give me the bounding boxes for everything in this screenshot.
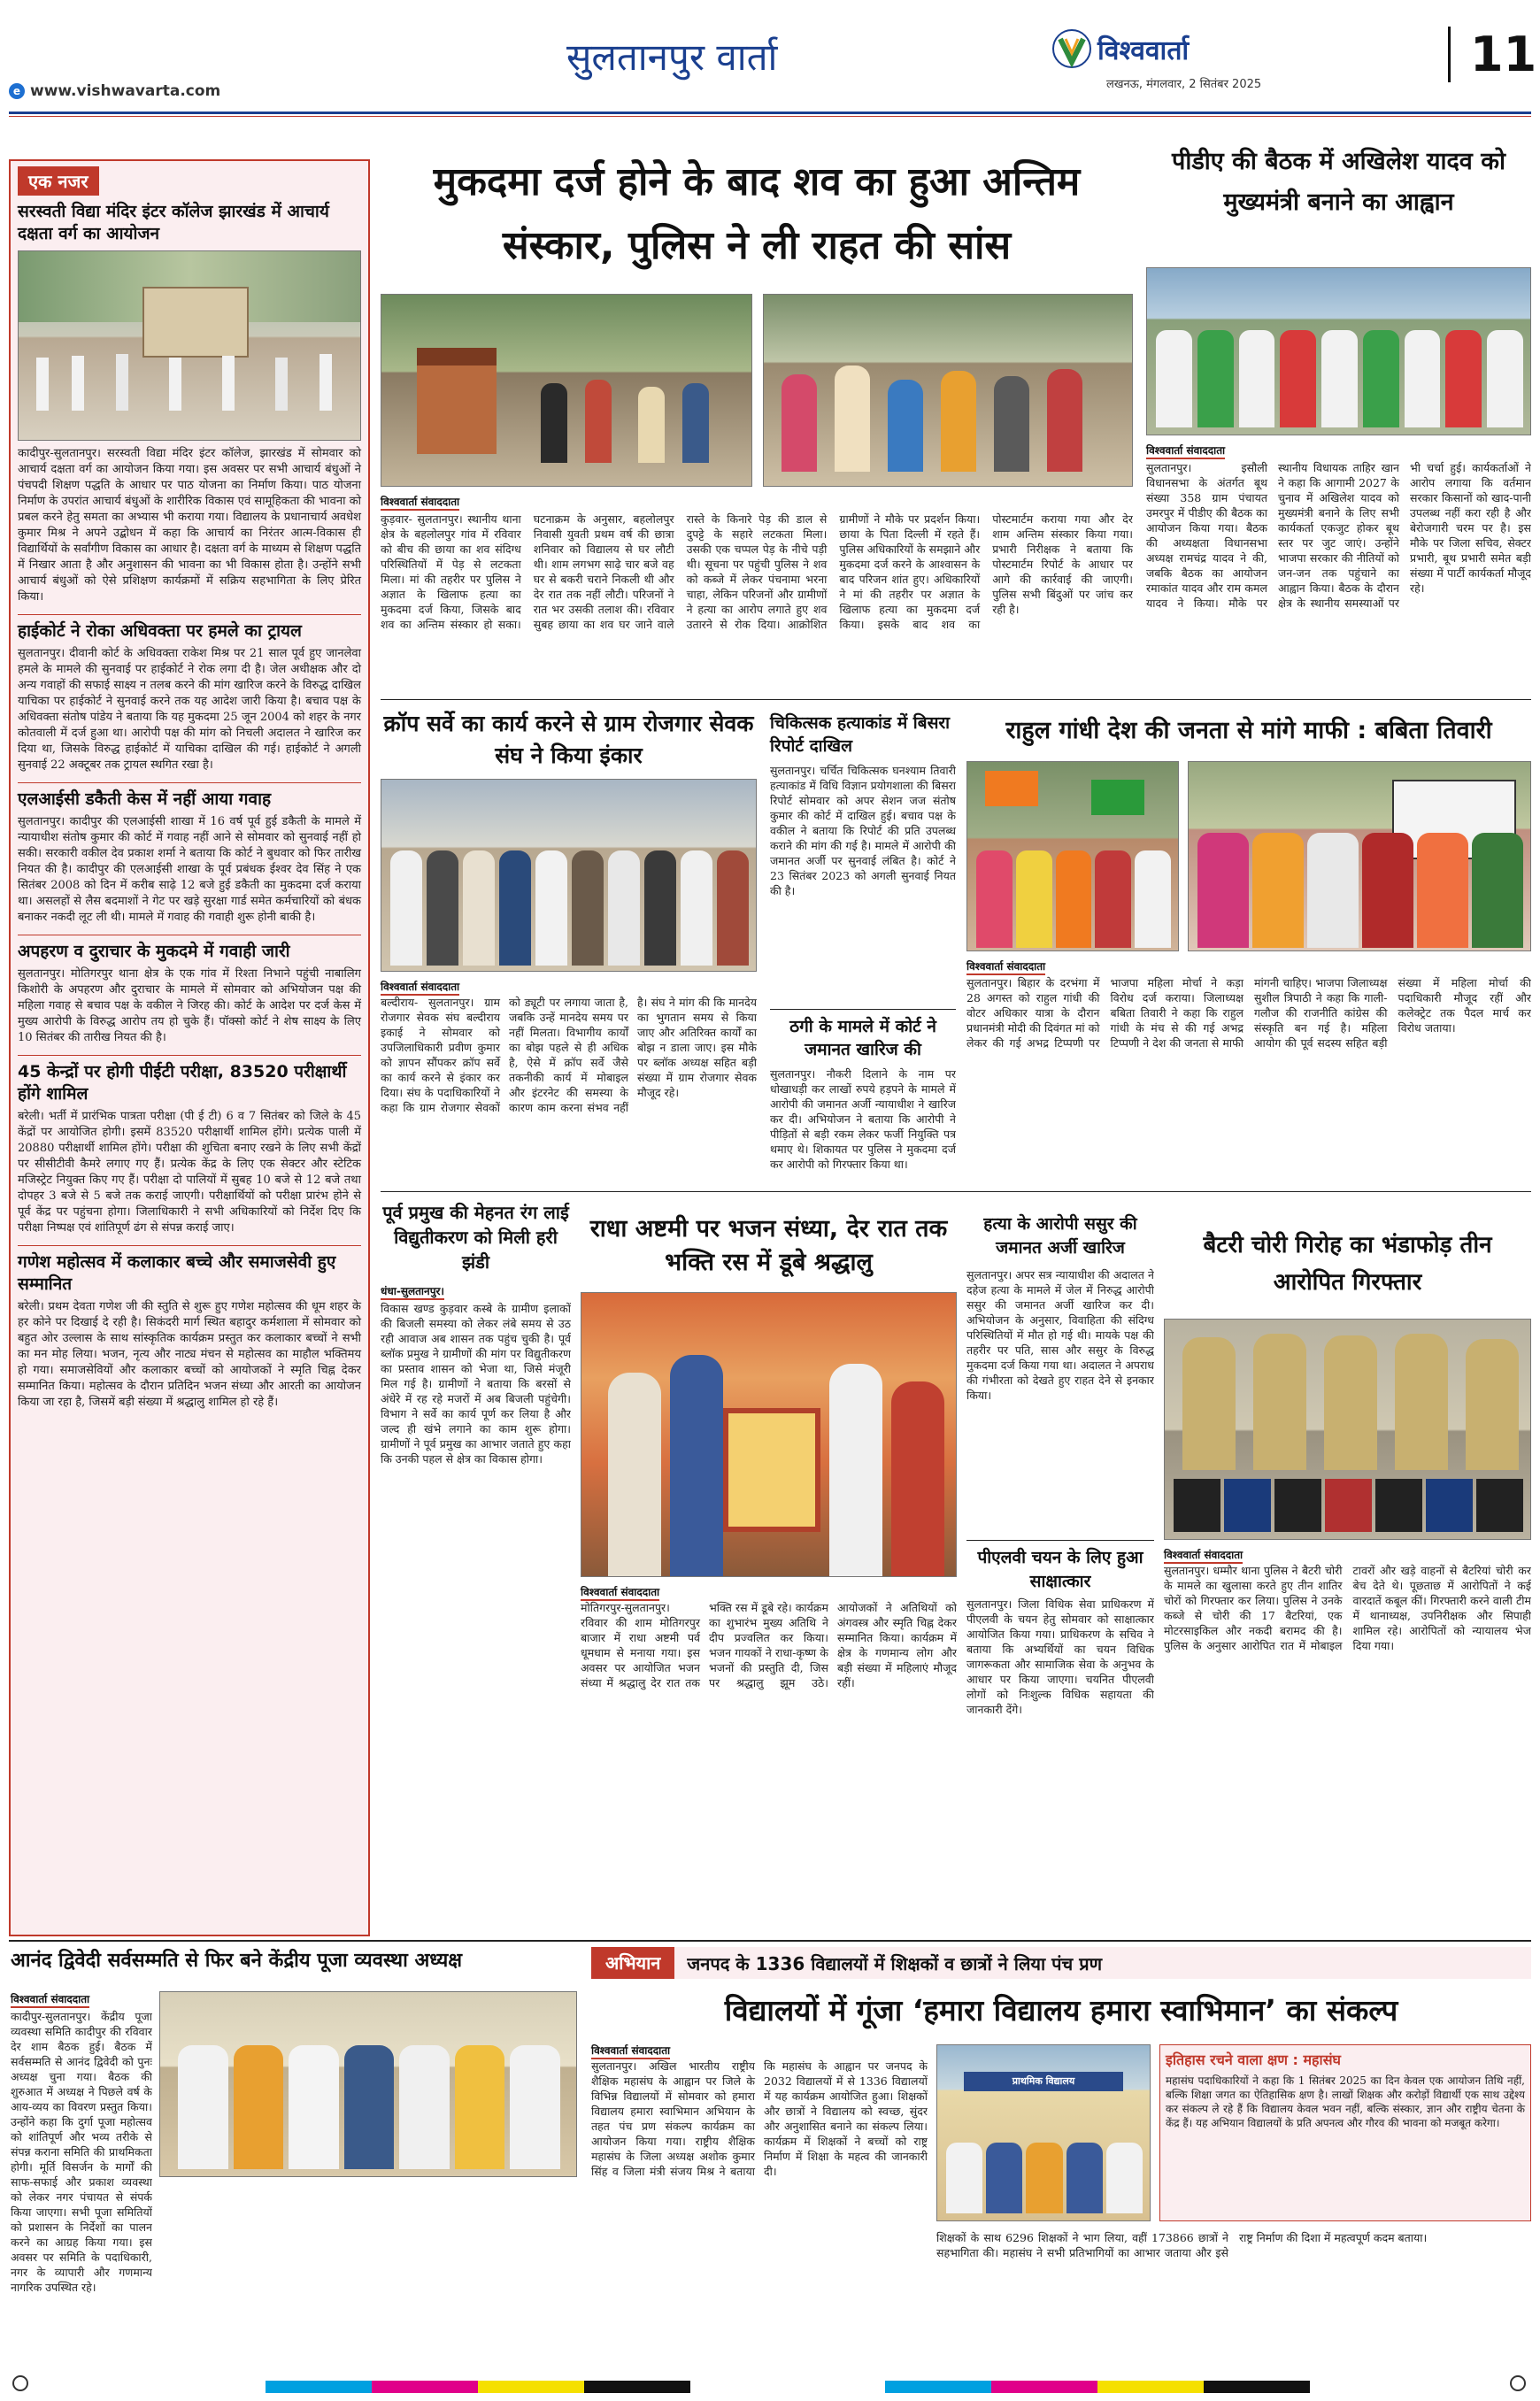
- crop-photo: [381, 779, 757, 972]
- radha-body: मोतिगरपुर-सुलतानपुर। रविवार की शाम मोतिगरपुर बाजार में राधा अष्टमी पर्व धूमधाम से मनाया गया। इस अवसर पर आयोजित भजन संध्या में श्रद्धालु देर रात तक भक्ति रस में डूबे रहे। कार्यक्रम का शुभारंभ मुख्य अतिथि ने दीप प्रज्वलित कर किया। भजन गायकों ने राधा-कृष्ण के भजनों की प्रस्तुति दी, जिस पर श्रद्धालु झूम उठे। आयोजकों ने अतिथियों को अंगवस्त्र और स्मृति चिह्न देकर सम्मानित किया। कार्यक्रम में क्षेत्र के गणमान्य लोग और बड़ी संख्या में महिलाएं मौजूद रहीं।: [581, 1601, 957, 1689]
- hatya-body: सुलतानपुर। अपर सत्र न्यायाधीश की अदालत ने दहेज हत्या के मामले में जेल में निरुद्ध आरोपी ससुर की जमानत अर्जी खारिज कर दी। अभियोजन के अनुसार, विवाहिता की संदिग्ध परिस्थितियों में मौत हो गई थी। मायके पक्ष की तहरीर पर पति, सास और ससुर के विरुद्ध मुकदमा दर्ज किया गया था। अदालत ने अपराध की गंभीरता को देखते हुए राहत देने से इनकार किया।: [966, 1268, 1154, 1402]
- battery-photo: [1164, 1319, 1531, 1540]
- anand-byline: [11, 1989, 89, 2011]
- main-story-byline: [381, 492, 459, 513]
- page-number: 11: [1448, 27, 1536, 82]
- divider-bottom: [9, 1940, 1531, 1942]
- radha-headline: राधा अष्टमी पर भजन संध्या, देर रात तक भक्ति रस में डूबे श्रद्धालु: [589, 1215, 948, 1276]
- thagi-body: सुलतानपुर। नौकरी दिलाने के नाम पर धोखाधड़ी कर लाखों रुपये हड़पने के मामले में आरोपी की जमानत अर्जी न्यायाधीश ने खारिज कर दी। अभियोजन ने बताया कि आरोपी ने पीड़ितों से बड़ी रकम लेकर फर्जी नियुक्ति पत्र थमाए थे। शिकायत पर पुलिस ने मुकदमा दर्ज कर आरोपी को गिरफ्तार किया था।: [770, 1067, 956, 1171]
- school-board: प्राथमिक विद्यालय: [964, 2072, 1123, 2091]
- abhiyan-strap: [591, 1947, 1531, 1979]
- hatya-headline: हत्या के आरोपी ससुर की जमानत अर्जी खारिज: [983, 1214, 1137, 1258]
- color-swatch-c: [266, 2381, 372, 2393]
- ek-nazar-s1-body: कादीपुर-सुलतानपुर। सरस्वती विद्या मंदिर इंटर कॉलेज, झारखंड में सोमवार को आचार्य दक्षता वर्ग का आयोजन किया गया। इस अवसर पर सभी आचार्य बंधुओं ने पंचपदी शिक्षण पद्धति के आधार पर पाठ योजना का निर्माण किया। पाठ योजना निर्माण के उपरांत आचार्य बंधुओं के शारीरिक विकास एवं सामूहिकता की भावना को प्रबल करने हेतु समता का अभ्यास भी कराया गया। विद्यालय के प्रधानाचार्य अवधेश कुमार मिश्र ने अपने उद्बोधन में कहा कि आचार्य का निरंतर आत्म-विकास ही विद्यार्थियों के सर्वांगीण विकास का आधार है। दक्षता वर्ग के माध्यम से शिक्षण पद्धति में निखार आता है और अनुशासन की भावना का भी विकास होता है। उन्होंने सभी आचार्य बंधुओं को ऐसे प्रशिक्षण कार्यक्रमों में सक्रिय सहभागिता के लिए प्रेरित किया।: [18, 447, 361, 604]
- purv-byline: [381, 1281, 444, 1303]
- abhiyan-headline: विद्यालयों में गूंजा ‘हमारा विद्यालय हमारा स्वाभिमान’ का संकल्प: [724, 1993, 1398, 2028]
- purv-headline: पूर्व प्रमुख की मेहनत रंग लाई विद्युतीकरण को मिली हरी झंडी: [382, 1202, 569, 1273]
- anand-byline-tag: विश्ववार्ता संवाददाता: [11, 1991, 89, 2008]
- crop-headline: क्रॉप सर्वे का कार्य करने से ग्राम रोजगार सेवक संघ ने किया इंकार: [383, 711, 754, 768]
- ek-nazar-s4-body: सुलतानपुर। मोतिगरपुर थाना क्षेत्र के एक गांव में रिश्ता निभाने पहुंची नाबालिग किशोरी के अपहरण और दुराचार के मामले में सोमवार को अभियोजन पक्ष की महिला गवाह से बचाव पक्ष के वकील ने जिरह की। कोर्ट के आदेश पर दर्ज केस में मुख्य आरोपी के विरुद्ध आरोप तय हो चुके हैं। पॉक्सो कोर्ट ने शेष साक्ष्य के लिए 10 सितंबर की तारीख नियत की है।: [18, 967, 361, 1044]
- website-url[interactable]: www.vishwavarta.com: [30, 82, 221, 100]
- battery-byline-tag: विश्ववार्ता संवाददाता: [1164, 1547, 1243, 1564]
- itihas-body-2: शिक्षकों के साथ 6296 शिक्षकों ने भाग लिया, वहीं 173866 छात्रों ने सहभागिता की। महासंघ ने सभी प्रतिभागियों का आभार जताया और इसे राष्ट्र निर्माण की दिशा में महत्वपूर्ण कदम बताया।: [936, 2231, 1428, 2259]
- ek-nazar-column: [9, 159, 370, 1936]
- pda-byline: [1146, 441, 1225, 462]
- ek-nazar-photo: [18, 250, 361, 441]
- pda-byline-tag: विश्ववार्ता संवाददाता: [1146, 442, 1225, 459]
- radha-byline-tag: विश्ववार्ता संवाददाता: [581, 1584, 659, 1601]
- ek-nazar-s1-headline: सरस्वती विद्या मंदिर इंटर कॉलेज झारखंड में आचार्य दक्षता वर्ग का आयोजन: [18, 202, 329, 243]
- main-photo-2: [763, 294, 1133, 487]
- itihas-headline: इतिहास रचने वाला क्षण : महासंघ: [1166, 2051, 1341, 2068]
- main-story-body: कुड़वार- सुलतानपुर। स्थानीय थाना क्षेत्र के बहलोलपुर गांव में रविवार को बीच की छाया का शव संदिग्ध परिस्थितियों में पेड़ से लटकता मिला। मां की तहरीर पर पुलिस ने अज्ञात के खिलाफ हत्या का मुकदमा दर्ज किया, जिसके बाद शव का अन्तिम संस्कार हो सका। घटनाक्रम के अनुसार, बहलोलपुर निवासी युवती प्रथम वर्ष की छात्रा शनिवार को विद्यालय से घर लौटी थी। शाम लगभग साढ़े चार बजे वह घर से बकरी चराने निकली थी और देर रात तक नहीं लौटी। परिजनों ने रात भर उसकी तलाश की। रविवार सुबह छाया का शव घर जाने वाले रास्ते के किनारे पेड़ की डाल से दुपट्टे के सहारे लटकता मिला। उसकी एक चप्पल पेड़ के नीचे पड़ी थी। सूचना पर पहुंची पुलिस ने शव को कब्जे में लेकर पंचनामा भरना चाहा, लेकिन परिजनों और ग्रामीणों ने हत्या का आरोप लगाते हुए शव उतारने से रोक दिया। आक्रोशित ग्रामीणों ने मौके पर प्रदर्शन किया। छाया के पिता दिल्ली में रहते हैं। पुलिस अधिकारियों के समझाने और मुकदमा दर्ज करने के आश्वासन के बाद परिजन शांत हुए। अधिकारियों ने मां की तहरीर पर अज्ञात के खिलाफ हत्या का मुकदमा दर्ज किया। इसके बाद शव का पोस्टमार्टम कराया गया और देर शाम अन्तिम संस्कार किया गया। प्रभारी निरीक्षक ने बताया कि पोस्टमार्टम रिपोर्ट के आधार पर आगे की कार्रवाई की जाएगी। पुलिस सभी बिंदुओं पर जांच कर रही है।: [381, 512, 1133, 631]
- purv-byline-tag: धंधा-सुलतानपुर।: [381, 1283, 444, 1300]
- color-swatch-m2: [991, 2381, 1097, 2393]
- rahul-byline-tag: विश्ववार्ता संवाददाता: [966, 958, 1045, 975]
- itihas-body: महासंघ पदाधिकारियों ने कहा कि 1 सितंबर 2025 का दिन केवल एक आयोजन तिथि नहीं, बल्कि शिक्षा जगत का ऐतिहासिक क्षण है। लाखों शिक्षक और करोड़ों विद्यार्थी एक साथ उद्देश्य कर संकल्प ले रहे हैं कि विद्यालय केवल भवन नहीं, बल्कि संस्कार, ज्ञान और राष्ट्रीय चेतना के केंद्र हैं। यह अभियान विद्यालयों के प्रति अपनत्व और गौरव की भावना को मजबूत करेगा।: [1166, 2074, 1525, 2129]
- radha-photo: [581, 1292, 957, 1577]
- pda-body: सुलतानपुर। इसौली विधानसभा के अंतर्गत बूथ संख्या 358 ग्राम पंचायत उमरपुर में पीडीए की बैठक का आयोजन किया गया। बैठक की अध्यक्षता विधानसभा अध्यक्ष रामचंद्र यादव ने की, जबकि बैठक का आयोजन रमाकांत यादव और राम कमल यादव ने किया। मौके पर स्थानीय विधायक ताहिर खान ने कहा कि आगामी 2027 के चुनाव में अखिलेश यादव को मुख्यमंत्री बनाने के लिए सभी कार्यकर्ता एकजुट होकर बूथ स्तर पर जुट जाएं। उन्होंने भाजपा सरकार की नीतियों को जन-जन तक पहुंचाने का आह्वान किया। बैठक के दौरान क्षेत्र के स्थानीय समस्याओं पर भी चर्चा हुई। कार्यकर्ताओं ने आरोप लगाया कि वर्तमान सरकार किसानों को खाद-पानी उपलब्ध नहीं करा रही है और बेरोजगारी चरम पर है। इस मौके पर जिला सचिव, सेक्टर प्रभारी, बूथ प्रभारी समेत बड़ी संख्या में पार्टी कार्यकर्ता मौजूद रहे।: [1146, 461, 1531, 610]
- color-swatch-y: [478, 2381, 584, 2393]
- color-swatch-c2: [885, 2381, 991, 2393]
- crop-body: बल्दीराय- सुलतानपुर। ग्राम रोजगार सेवक संघ बल्दीराय इकाई ने सोमवार को उपजिलाधिकारी प्रवीण कुमार को ज्ञापन सौंपकर क्रॉप सर्वे का कार्य करने से इंकार कर दिया। संघ के पदाधिकारियों ने कहा कि ग्राम रोजगार सेवकों को ड्यूटी पर लगाया जाता है, जबकि उन्हें मानदेय समय पर नहीं मिलता। विभागीय कार्यों का बोझ पहले से ही अधिक है, ऐसे में क्रॉप सर्वे जैसे तकनीकी कार्य में मोबाइल और इंटरनेट की समस्या के कारण काम करना संभव नहीं है। संघ ने मांग की कि मानदेय का भुगतान समय से किया जाए और अतिरिक्त कार्यों का बोझ न डाला जाए। इस मौके पर ब्लॉक अध्यक्ष सहित बड़ी संख्या में ग्राम रोजगार सेवक मौजूद रहे।: [381, 996, 757, 1114]
- chikitsak-headline: चिकित्सक हत्याकांड में बिसरा रिपोर्ट दाखिल: [770, 713, 951, 756]
- divider-mid-1: [381, 699, 1531, 700]
- pda-photo: [1146, 267, 1531, 435]
- rahul-body: सुलतानपुर। बिहार के दरभंगा में 28 अगस्त को राहुल गांधी की वोटर अधिकार यात्रा के दौरान प्रधानमंत्री मोदी की दिवंगत मां को लेकर की गई अभद्र टिप्पणी पर भाजपा महिला मोर्चा ने कड़ा विरोध दर्ज कराया। जिलाध्यक्ष बबिता तिवारी ने कहा कि राहुल गांधी के मंच से की गई अभद्र टिप्पणी ने देश की जनता से माफी मांगनी चाहिए। भाजपा जिलाध्यक्ष सुशील त्रिपाठी ने कहा कि गाली-गलौज की राजनीति कांग्रेस की संस्कृति बन गई है। महिला आयोग की पूर्व सदस्य सहित बड़ी संख्या में महिला मोर्चा की पदाधिकारी मौजूद रहीं और कलेक्ट्रेट तक पैदल मार्च कर विरोध जताया।: [966, 976, 1531, 1050]
- main-story-byline-tag: विश्ववार्ता संवाददाता: [381, 494, 459, 511]
- main-photo-1: [381, 294, 752, 487]
- masthead-rule-2: [9, 116, 1531, 117]
- plv-body: सुलतानपुर। जिला विधिक सेवा प्राधिकरण में पीएलवी के चयन हेतु सोमवार को साक्षात्कार आयोजित किया गया। प्राधिकरण के सचिव ने बताया कि अभ्यर्थियों का चयन विधिक जागरूकता और सामाजिक सेवा के अनुभव के आधार पर किया जाएगा। चयनित पीएलवी लोगों को निःशुल्क विधिक सहायता की जानकारी देंगे।: [966, 1597, 1154, 1716]
- ek-nazar-s3-headline: एलआईसी डकैती केस में नहीं आया गवाह: [18, 782, 361, 811]
- main-story-headline: मुकदमा दर्ज होने के बाद शव का हुआ अन्तिम संस्कार, पुलिस ने ली राहत की सांस: [433, 159, 1081, 268]
- plv-headline: पीएलवी चयन के लिए हुआ साक्षात्कार: [966, 1540, 1154, 1594]
- chikitsak-body: सुलतानपुर। चर्चित चिकित्सक घनश्याम तिवारी हत्याकांड में विधि विज्ञान प्रयोगशाला की बिसरा रिपोर्ट सोमवार को अपर सेशन जज संतोष कुमार की कोर्ट में दाखिल हुई। बचाव पक्ष के वकील ने बताया कि रिपोर्ट की प्रति उपलब्ध कराने की मांग की गई है। मामले में आरोपी की जमानत अर्जी पर सुनवाई लंबित है। कोर्ट ने 23 सितंबर 2023 को अगली सुनवाई नियत की है।: [770, 764, 956, 897]
- ek-nazar-s6-body: बरेली। प्रथम देवता गणेश जी की स्तुति से शुरू हुए गणेश महोत्सव की धूम शहर के हर कोने पर दिखाई दे रही है। सिकंदरी मार्ग स्थित बहादुर कर्मशाला में सोमवार को बहुत ओर उल्लास के साथ सांस्कृतिक कार्यक्रम प्रस्तुत कर कलाकार बच्चों ने सभी का मन मोह लिया। भजन, नृत्य और नाट्य मंचन से महोत्सव का माहौल भक्तिमय हो गया। समाजसेवियों और कलाकार बच्चों को आयोजकों ने स्मृति चिह्न देकर सम्मानित किया। महोत्सव के दौरान प्रतिदिन भजन संध्या और आरती का आयोजन किया जा रहा है, जिसमें बड़ी संख्या में श्रद्धालु शामिल हो रहे हैं।: [18, 1300, 361, 1409]
- abhiyan-strap-text: जनपद के 1336 विद्यालयों में शिक्षकों व छात्रों ने लिया पंच प्रण: [687, 1952, 1103, 1974]
- battery-body: सुलतानपुर। धम्मौर थाना पुलिस ने बैटरी चोरी के मामले का खुलासा करते हुए तीन शातिर चोरों को गिरफ्तार कर लिया। पुलिस ने उनके कब्जे से चोरी की 17 बैटरियां, एक मोटरसाइकिल और नकदी बरामद की है। पुलिस के अनुसार आरोपित रात में मोबाइल टावरों और खड़े वाहनों से बैटरियां चोरी कर बेच देते थे। पूछताछ में आरोपितों ने कई वारदातें कबूल कीं। गिरफ्तारी करने वाली टीम में थानाध्यक्ष, उपनिरीक्षक और सिपाही शामिल रहे। आरोपितों को न्यायालय भेज दिया गया।: [1164, 1564, 1531, 1652]
- masthead-rule: [9, 112, 1531, 114]
- anand-body: कादीपुर-सुलतानपुर। केंद्रीय पूजा व्यवस्था समिति कादीपुर की रविवार देर शाम बैठक हुई। बैठक में सर्वसम्मति से आनंद द्विवेदी को पुनः अध्यक्ष चुना गया। बैठक की शुरुआत में अध्यक्ष ने पिछले वर्ष के आय-व्यय का विवरण प्रस्तुत किया। उन्होंने कहा कि दुर्गा पूजा महोत्सव को शांतिपूर्ण और भव्य तरीके से संपन्न कराना समिति की प्राथमिकता होगी। मूर्ति विसर्जन के मार्गों की साफ-सफाई और प्रकाश व्यवस्था को लेकर नगर पंचायत से संपर्क किया जाएगा। सभी पूजा समितियों को प्रशासन के निर्देशों का पालन करने का आग्रह किया गया। इस अवसर पर समिति के पदाधिकारी, नगर के व्यापारी और गणमान्य नागरिक उपस्थित रहे।: [11, 2010, 152, 2294]
- battery-headline: बैटरी चोरी गिरोह का भंडाफोड़ तीन आरोपित गिरफ्तार: [1203, 1232, 1492, 1296]
- abhiyan-photo: [936, 2044, 1151, 2221]
- dateline: लखनऊ, मंगलवार, 2 सितंबर 2025: [1106, 78, 1262, 91]
- color-swatch-k: [584, 2381, 690, 2393]
- ek-nazar-s5-headline: 45 केन्द्रों पर होगी पीईटी परीक्षा, 83520 परीक्षार्थी होंगे शामिल: [18, 1055, 361, 1105]
- website-row: [9, 82, 220, 100]
- abhiyan-label: अभियान: [591, 1947, 674, 1979]
- registration-mark-right: [1510, 2375, 1526, 2391]
- anand-photo: [159, 1991, 577, 2177]
- rahul-photo-2: [1188, 761, 1531, 951]
- color-swatch-m: [372, 2381, 478, 2393]
- crop-byline-tag: विश्ववार्ता संवाददाता: [381, 979, 459, 996]
- ek-nazar-s6-headline: गणेश महोत्सव में कलाकार बच्चे और समाजसेवी हुए सम्मानित: [18, 1245, 361, 1296]
- itihas-box: [1159, 2044, 1531, 2221]
- anand-headline: आनंद द्विवेदी सर्वसम्मति से फिर बने केंद्रीय पूजा व्यवस्था अध्यक्ष: [11, 1950, 463, 1972]
- rahul-headline: राहुल गांधी देश की जनता से मांगे माफी : बबिता तिवारी: [1005, 717, 1492, 744]
- pda-headline: पीडीए की बैठक में अखिलेश यादव को मुख्यमंत्री बनाने का आह्वान: [1172, 148, 1505, 216]
- divider-mid-2: [381, 1191, 1531, 1192]
- ek-nazar-s2-body: सुलतानपुर। दीवानी कोर्ट के अधिवक्ता राकेश मिश्र पर 21 साल पूर्व हुए जानलेवा हमले के मामले की सुनवाई पर हाईकोर्ट ने रोक लगा दी है। जेल अधीक्षक और दो अन्य गवाहों की सफाई साक्ष्य न तलब करने की मांग खारिज करने के विरुद्ध दाखिल याचिका पर हाईकोर्ट ने सुनवाई करने तक यह आदेश जारी किया है। बचाव पक्ष के अधिवक्ता संतोष पांडेय ने बताया कि यह मुकदमा 25 जून 2004 को शहर के नगर कोतवाली में दर्ज हुआ था। आरोपी पक्ष की मांग को निचली अदालत ने खारिज कर दिया था, जिसके विरुद्ध हाईकोर्ट में याचिका दाखिल की गई। हाईकोर्ट ने अगली सुनवाई 22 अक्टूबर तक ट्रायल स्थगित रखा है।: [18, 647, 361, 772]
- ek-nazar-s4-headline: अपहरण व दुराचार के मुकदमे में गवाही जारी: [18, 935, 361, 963]
- brand-logo: [1051, 28, 1189, 69]
- color-swatch-y2: [1097, 2381, 1204, 2393]
- ek-nazar-s3-body: सुलतानपुर। कादीपुर की एलआईसी शाखा में 16 वर्ष पूर्व हुई डकैती के मामले में न्यायाधीश संतोष कुमार की कोर्ट में गवाह नहीं आने से सोमवार को सुनवाई नहीं हो सकी। सरकारी वकील देव प्रकाश शर्मा ने बताया कि कोर्ट ने बुधवार को फिर तारीख नियत की है। कादीपुर की एलआईसी शाखा के पूर्व प्रबंधक ईश्वर देव सिंह ने एक सितंबर 2008 को दिन में करीब साढ़े 12 बजे हुई डकैती का मुकदमा दर्ज कराया था। असलहों से लैस बदमाशों ने गेट पर खड़े सुरक्षा गार्ड समेत कर्मचारियों को बंधक बनाकर नकदी लूट ली थी। मामले में गवाह की गवाही शुरू होनी बाकी है।: [18, 815, 361, 924]
- brand-name: विश्ववार्ता: [1097, 35, 1190, 66]
- purv-body: विकास खण्ड कुड़वार कस्बे के ग्रामीण इलाकों की बिजली समस्या को लेकर लंबे समय से उठ रही आवाज अब शासन तक पहुंच चुकी है। पूर्व ब्लॉक प्रमुख ने ग्रामीणों की मांग पर विद्युतीकरण का प्रस्ताव शासन को भेजा था, जिसे मंजूरी मिल गई है। ग्रामीणों ने बताया कि बरसों से अंधेरे में रह रहे मजरों में अब बिजली पहुंचेगी। विभाग ने सर्वे का कार्य पूर्ण कर लिया है और जल्द ही खंभे लगाने का काम शुरू होगा। ग्रामीणों ने पूर्व प्रमुख का आभार जताते हुए कहा कि उनकी पहल से क्षेत्र का विकास होगा।: [381, 1302, 571, 1466]
- ek-nazar-s5-body: बरेली। भर्ती में प्रारंभिक पात्रता परीक्षा (पी ई टी) 6 व 7 सितंबर को जिले के 45 केंद्रों पर आयोजित होगी। इसमें 83520 परीक्षार्थी शामिल होंगे। प्रत्येक पाली में 20880 परीक्षार्थी शामिल होंगे। परीक्षा की शुचिता बनाए रखने के लिए सभी केंद्रों पर सीसीटीवी कैमरे लगाए गए हैं। प्रत्येक केंद्र के लिए एक सेक्टर और स्टेटिक मजिस्ट्रेट नियुक्त किए गए हैं। परीक्षा दो पालियों में सुबह 10 बजे से 12 बजे तथा दोपहर 3 बजे से 5 बजे तक कराई जाएगी। परीक्षार्थियों को परीक्षा प्रारंभ होने से पूर्व केंद्र पर पहुंचना होगा। जिलाधिकारी ने सभी अधिकारियों को निर्देश दिए कि परीक्षा निष्पक्ष एवं शांतिपूर्ण ढंग से संपन्न कराई जाए।: [18, 1110, 361, 1235]
- thagi-headline: ठगी के मामले में कोर्ट ने जमानत खारिज की: [770, 1009, 956, 1061]
- section-title: सुलतानपुर वार्ता: [566, 35, 778, 79]
- brand-emblem-icon: [1051, 28, 1092, 69]
- globe-icon: e: [9, 83, 25, 99]
- ek-nazar-s2-headline: हाईकोर्ट ने रोका अधिवक्ता पर हमले का ट्रायल: [18, 614, 361, 643]
- rahul-photo-1: [966, 761, 1179, 951]
- registration-mark-left: [12, 2375, 28, 2391]
- abhiyan-body: सुलतानपुर। अखिल भारतीय राष्ट्रीय शैक्षिक महासंघ के आह्वान पर जिले के विभिन्न विद्यालयों में सोमवार को हमारा विद्यालय हमारा स्वाभिमान अभियान के तहत पंच प्रण संकल्प कार्यक्रम का आयोजन किया गया। राष्ट्रीय शैक्षिक महासंघ के जिला अध्यक्ष अशोक कुमार सिंह व जिला मंत्री संजय मिश्र ने बताया कि महासंघ के आह्वान पर जनपद के 2032 विद्यालयों में से 1336 विद्यालयों में यह कार्यक्रम आयोजित हुआ। शिक्षकों और छात्रों ने विद्यालय को स्वच्छ, सुंदर और अनुशासित बनाने का संकल्प लिया। कार्यक्रम में शिक्षकों ने बच्चों को राष्ट्र निर्माण में शिक्षा के महत्व की जानकारी दी।: [591, 2059, 928, 2178]
- ek-nazar-label: एक नजर: [18, 166, 99, 196]
- color-swatch-k2: [1204, 2381, 1310, 2393]
- abhiyan-byline-tag: विश्ववार्ता संवाददाता: [591, 2043, 670, 2059]
